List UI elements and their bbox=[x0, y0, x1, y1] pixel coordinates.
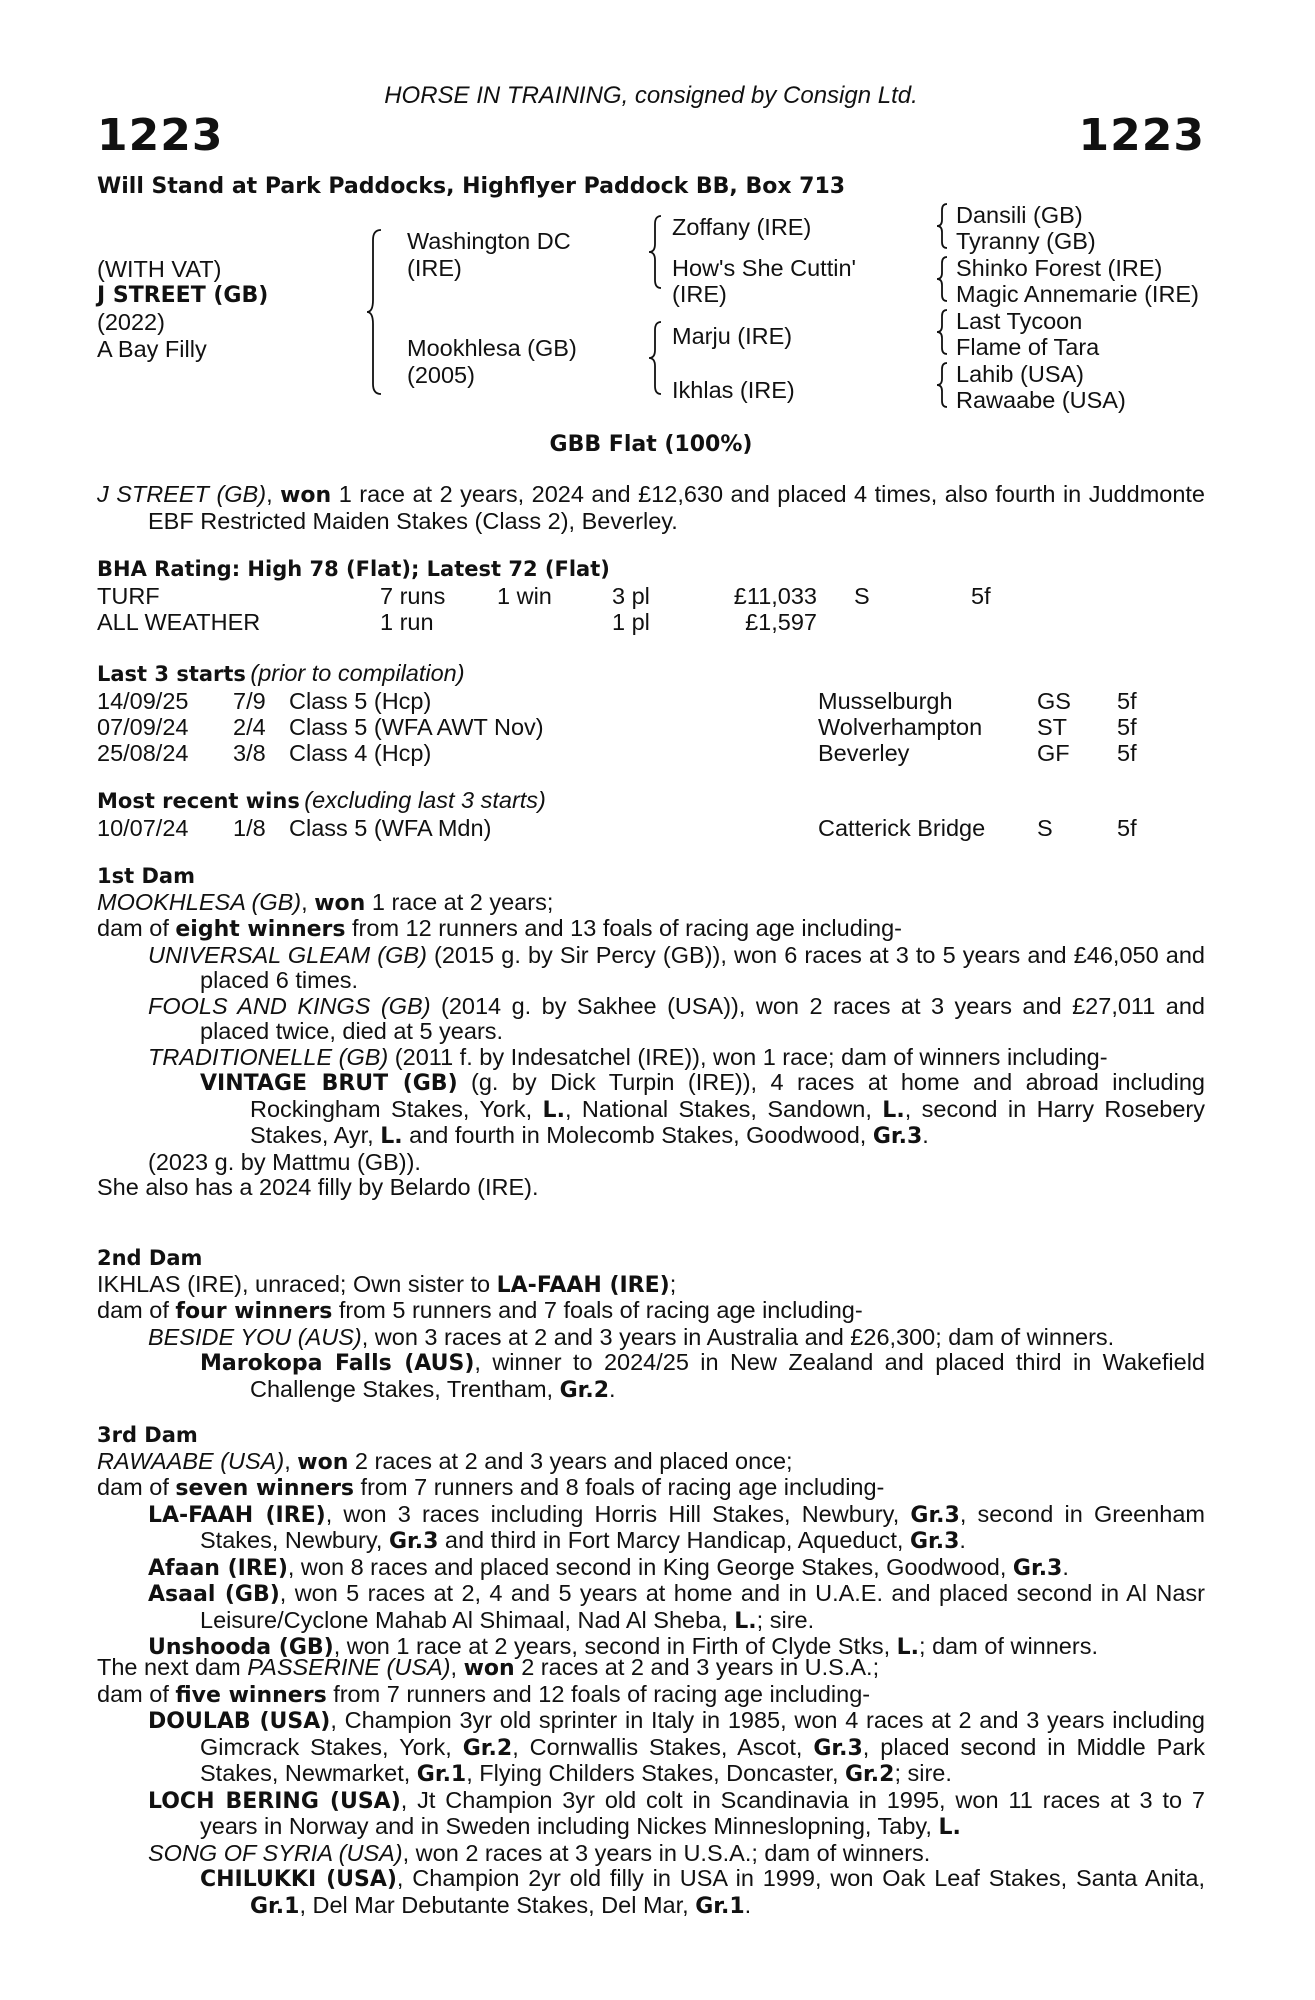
horse-name: J STREET (GB) bbox=[97, 282, 269, 308]
cell-dist: 5f bbox=[1117, 739, 1137, 766]
first-dam: 1st Dam MOOKHLESA (GB), won 1 race at 2 years; dam of eight winners from 12 runners and 13 foals of racing age including- UNIVERSAL GLEAM (GB) (2015 g. by Sir Percy (GB)), won 6 races at 3 to 5 years and £46,050 and placed 6 times. FOOLS AND KINGS (GB) (2014 g. by Sakhee (USA)), won 2 races at 3 years and £27,011 and placed twice, died at 5 years. TRADITIONELLE (GB) (2011 f. by Indesatchel (IRE)), won 1 race; dam of winners including- VINTAGE BRUT (GB) (g. by Dick Turpin (IRE)), 4 races at home and abroad including Rockingham Stakes, York, L., National Stakes, Sandown, L., second in Harry Rosebery Stakes, Ayr, L. and fourth in Molecomb Stakes, Goodwood, Gr.3. (2023 g. by Mattmu (GB)). She also has a 2024 filly by Belardo (IRE). bbox=[97, 864, 1206, 1200]
foaling-year: (2022) bbox=[97, 309, 165, 335]
t10: and third in Fort Marcy Handicap, Aqueduct, bbox=[438, 1527, 910, 1553]
dam1-progeny-1: UNIVERSAL GLEAM (GB) bbox=[148, 941, 427, 968]
brace-sire bbox=[649, 214, 669, 294]
great-grandparents-2 bbox=[956, 255, 1199, 307]
cell-pos: 3/8 bbox=[233, 739, 266, 766]
listed-mark: L. bbox=[542, 1097, 565, 1123]
t2: , National Stakes, Sandown, bbox=[564, 1095, 883, 1122]
last3-title: Last 3 starts bbox=[97, 662, 246, 686]
group-mark: Gr.2 bbox=[559, 1377, 610, 1403]
brace-g1 bbox=[937, 202, 953, 252]
next-winners: five winners bbox=[175, 1682, 327, 1708]
third-dam-title: 3rd Dam bbox=[97, 1423, 198, 1447]
cell-wins: 1 win bbox=[497, 582, 552, 609]
t7: . bbox=[609, 1375, 616, 1402]
group-mark: Gr.3 bbox=[813, 1735, 863, 1761]
dam1-progeny-2023: (2023 g. by Mattmu (GB)). bbox=[148, 1148, 421, 1175]
t15: ; sire. bbox=[756, 1606, 815, 1633]
listed-mark: L. bbox=[380, 1124, 403, 1149]
t3: , second in Harry Rosebery Stakes, Ayr, bbox=[250, 1095, 1206, 1148]
dam2-progeny-1: BESIDE YOU (AUS) bbox=[148, 1323, 362, 1350]
sire-dam-country: (IRE) bbox=[672, 281, 727, 307]
last3-table bbox=[97, 688, 1205, 766]
dam1-progeny-2-text: (2014 g. by Sakhee (USA)), won 2 races at 3 years and £27,011 and placed twice, died at 5 years. bbox=[200, 992, 1205, 1044]
t26: , Del Mar Debutante Stakes, Del Mar, bbox=[299, 1891, 696, 1918]
stand-location: Will Stand at Park Paddocks, Highflyer Paddock BB, Box 713 bbox=[97, 174, 846, 199]
ggp-3: Shinko Forest (IRE) bbox=[956, 255, 1163, 281]
t8: , won 3 races including Horris Hill Stakes, Newbury, bbox=[325, 1500, 911, 1527]
next-won: won bbox=[463, 1656, 515, 1681]
cell-date: 07/09/24 bbox=[97, 713, 189, 740]
next-l2a: dam of bbox=[97, 1680, 176, 1707]
t14: , won 5 races at 2, 4 and 5 years at home and in U.A.E. and placed second in Al Nasr Leisure/Cyclone Mahab Al Shimaal, Nad Al Sheba, bbox=[200, 1580, 1205, 1633]
t23: , Jt Champion 3yr old colt in Scandinavia in 1995, won 11 races at 3 to 7 years in Norway and in Sweden including Nickes Minneslopning, Taby, bbox=[200, 1786, 1205, 1839]
cell-course: Wolverhampton bbox=[818, 713, 983, 740]
cell-date: 25/08/24 bbox=[97, 739, 189, 766]
summary-name: J STREET (GB) bbox=[97, 481, 267, 507]
brace-dam bbox=[649, 320, 669, 400]
dam2-progeny-1-text: , won 3 races at 2 and 3 years in Australia and £26,300; dam of winners. bbox=[361, 1323, 1115, 1350]
dam2-l1a: IKHLAS (IRE), unraced; Own sister to bbox=[97, 1270, 497, 1297]
t24: , won 2 races at 3 years in U.S.A.; dam of winners. bbox=[402, 1839, 931, 1866]
cell-dist: 5f bbox=[1117, 687, 1137, 714]
dam-year: (2005) bbox=[407, 362, 475, 388]
second-dam-title: 2nd Dam bbox=[97, 1246, 203, 1270]
ggp-6: Flame of Tara bbox=[956, 334, 1100, 360]
brace-g3 bbox=[937, 308, 953, 358]
dam2-grandprogeny: Marokopa Falls (AUS) bbox=[200, 1351, 475, 1376]
table-row bbox=[97, 815, 1205, 841]
ggp-1: Dansili (GB) bbox=[956, 202, 1083, 228]
listed-mark: L. bbox=[896, 1635, 920, 1660]
consign-line: HORSE IN TRAINING, consigned by Consign Ltd. bbox=[384, 82, 918, 109]
last3-section bbox=[97, 660, 1205, 766]
next-l2c: from 7 runners and 12 foals of racing age including- bbox=[326, 1680, 871, 1707]
rating-section bbox=[97, 557, 1205, 635]
dam1-rest: 1 race at 2 years; bbox=[365, 888, 554, 915]
dam3-rest: 2 races at 2 and 3 years and placed once; bbox=[348, 1447, 793, 1474]
next-progeny-3: SONG OF SYRIA (USA) bbox=[148, 1839, 403, 1866]
cell-race: Class 5 (WFA Mdn) bbox=[289, 814, 492, 841]
cell-going: GF bbox=[1037, 739, 1070, 766]
dam1-l2a: dam of bbox=[97, 915, 176, 941]
next-dam-name: PASSERINE (USA) bbox=[247, 1654, 451, 1680]
listed-mark: L. bbox=[734, 1608, 757, 1634]
cell-course: Musselburgh bbox=[818, 687, 953, 714]
dam1-won: won bbox=[314, 890, 366, 916]
dam3-progeny-1: LA-FAAH (IRE) bbox=[148, 1502, 326, 1528]
t18: , Champion 3yr old sprinter in Italy in 1985, won 4 races at 2 and 3 years including Gimcrack Stakes, York, bbox=[200, 1707, 1205, 1760]
cell-course: Catterick Bridge bbox=[818, 814, 986, 841]
cell-going: S bbox=[854, 582, 870, 609]
table-row bbox=[97, 583, 1205, 609]
t1: (g. by Dick Turpin (IRE)), 4 races at home and abroad including Rockingham Stakes, York, bbox=[250, 1069, 1205, 1122]
brace-g2 bbox=[937, 255, 953, 305]
t6: , winner to 2024/25 in New Zealand and placed third in Wakefield Challenge Stakes, Trentham, bbox=[250, 1349, 1205, 1402]
cell-runs: 7 runs bbox=[380, 582, 446, 609]
table-row bbox=[97, 714, 1205, 740]
cell-surface: TURF bbox=[97, 582, 160, 609]
dam-dam: Ikhlas (IRE) bbox=[672, 377, 795, 403]
dam1-grandprogeny: VINTAGE BRUT (GB) bbox=[200, 1071, 458, 1096]
cell-race: Class 5 (Hcp) bbox=[289, 687, 432, 714]
t17: ; dam of winners. bbox=[919, 1633, 1098, 1659]
listed-mark: L. bbox=[938, 1815, 961, 1840]
summary-text: 1 race at 2 years, 2024 and £12,630 and placed 4 times, also fourth in Juddmonte EBF Restricted Maiden Stakes (Class 2), Beverley. bbox=[148, 481, 1206, 534]
dam-sire: Marju (IRE) bbox=[672, 323, 793, 349]
cell-pos: 1/8 bbox=[233, 814, 266, 841]
dam2-sister: LA-FAAH (IRE) bbox=[496, 1272, 670, 1298]
great-grandparents-3 bbox=[956, 308, 1099, 360]
cell-dist: 5f bbox=[971, 582, 991, 609]
t25: , Champion 2yr old filly in USA in 1999, won Oak Leaf Stakes, Santa Anita, bbox=[396, 1865, 1205, 1891]
cell-prize: £1,597 bbox=[745, 608, 817, 635]
gbb-flat: GBB Flat (100%) bbox=[549, 432, 753, 457]
group-mark: Gr.3 bbox=[1012, 1555, 1063, 1581]
t22: ; sire. bbox=[894, 1760, 952, 1786]
dam3-name: RAWAABE (USA) bbox=[97, 1447, 285, 1474]
lot-number-right: 1223 bbox=[1078, 110, 1205, 161]
cell-pos: 7/9 bbox=[233, 687, 266, 714]
sire-name: Washington DC bbox=[407, 228, 571, 254]
next-progeny-1: DOULAB (USA) bbox=[148, 1709, 331, 1734]
t5: . bbox=[922, 1122, 929, 1148]
summary: J STREET (GB), won 1 race at 2 years, 2024 and £12,630 and placed 4 times, also fourth in Juddmonte EBF Restricted Maiden Stakes (Class 2), Beverley. bbox=[97, 481, 1206, 534]
t4: and fourth in Molecomb Stakes, Goodwood, bbox=[402, 1122, 873, 1148]
t11: . bbox=[959, 1527, 966, 1553]
dam1-winners: eight winners bbox=[175, 917, 346, 942]
group-mark: Gr.3 bbox=[909, 1529, 960, 1554]
cell-race: Class 5 (WFA AWT Nov) bbox=[289, 713, 544, 740]
t27: . bbox=[744, 1891, 752, 1918]
first-dam-title: 1st Dam bbox=[97, 864, 195, 888]
dam1-progeny-3: TRADITIONELLE (GB) bbox=[148, 1043, 389, 1070]
dam1-progeny-2: FOOLS AND KINGS (GB) bbox=[148, 992, 431, 1019]
next-dam: The next dam PASSERINE (USA), won 2 races at 2 and 3 years in U.S.A.; dam of five winners from 7 runners and 12 foals of racing age including- DOULAB (USA), Champion 3yr old sprinter in Italy in 1985, won 4 races at 2 and 3 years including Gimcrack Stakes, York, Gr.2, Cornwallis Stakes, Ascot, Gr.3, placed second in Middle Park Stakes, Newmarket, Gr.1, Flying Childers Stakes, Doncaster, Gr.2; sire. LOCH BERING (USA), Jt Champion 3yr old colt in Scandinavia in 1995, won 11 races at 3 to 7 years in Norway and in Sweden including Nickes Minneslopning, Taby, L. SONG OF SYRIA (USA), won 2 races at 3 years in U.S.A.; dam of winners. CHILUKKI (USA), Champion 2yr old filly in USA in 1999, won Oak Leaf Stakes, Santa Anita, Gr.1, Del Mar Debutante Stakes, Del Mar, Gr.1. bbox=[97, 1654, 1205, 1919]
dam3-progeny-4: Unshooda (GB) bbox=[148, 1635, 334, 1660]
brace-main bbox=[367, 228, 397, 398]
dam3-progeny-3: Asaal (GB) bbox=[148, 1582, 280, 1607]
sire-sire: Zoffany (IRE) bbox=[672, 214, 812, 240]
cell-course: Beverley bbox=[818, 739, 910, 766]
group-mark: Gr.3 bbox=[388, 1529, 439, 1554]
cell-going: S bbox=[1037, 814, 1053, 841]
t21: , Flying Childers Stakes, Doncaster, bbox=[466, 1760, 845, 1786]
dam3-l2a: dam of bbox=[97, 1474, 176, 1500]
rating-title: BHA Rating: High 78 (Flat); Latest 72 (Flat) bbox=[97, 557, 610, 581]
rating-table bbox=[97, 583, 1205, 635]
group-mark: Gr.1 bbox=[695, 1893, 745, 1919]
dam bbox=[407, 335, 577, 389]
listed-mark: L. bbox=[882, 1097, 905, 1123]
group-mark: Gr.1 bbox=[250, 1893, 300, 1919]
cell-race: Class 4 (Hcp) bbox=[289, 739, 432, 766]
group-mark: Gr.2 bbox=[462, 1735, 513, 1761]
dam1-progeny-3-text: (2011 f. by Indesatchel (IRE)), won 1 race; dam of winners including- bbox=[388, 1043, 1108, 1070]
ggp-5: Last Tycoon bbox=[956, 308, 1083, 334]
cell-runs: 1 run bbox=[380, 608, 434, 635]
horse-description: A Bay Filly bbox=[97, 335, 207, 362]
cell-prize: £11,033 bbox=[733, 582, 817, 609]
t13: . bbox=[1062, 1553, 1069, 1580]
group-mark: Gr.3 bbox=[872, 1124, 923, 1149]
third-dam: 3rd Dam RAWAABE (USA), won 2 races at 2 and 3 years and placed once; dam of seven winners from 7 runners and 8 foals of racing age including- LA-FAAH (IRE), won 3 races including Horris Hill Stakes, Newbury, Gr.3, second in Greenham Stakes, Newbury, Gr.3 and third in Fort Marcy Handicap, Aqueduct, Gr.3. Afaan (IRE), won 8 races and placed second in King George Stakes, Goodwood, Gr.3. Asaal (GB), won 5 races at 2, 4 and 5 years at home and in U.A.E. and placed second in Al Nasr Leisure/Cyclone Mahab Al Shimaal, Nad Al Sheba, L.; sire. Unshooda (GB), won 1 race at 2 years, second in Firth of Clyde Stks, L.; dam of winners. bbox=[97, 1423, 1205, 1660]
dam3-l2c: from 7 runners and 8 foals of racing age including- bbox=[354, 1474, 885, 1500]
dam3-winners: seven winners bbox=[175, 1476, 355, 1501]
recent-section bbox=[97, 787, 1205, 841]
dam1-progeny-1-text: (2015 g. by Sir Percy (GB)), won 6 races at 3 to 5 years and £46,050 and placed 6 times. bbox=[200, 941, 1205, 993]
t20: , placed second in Middle Park Stakes, Newmarket, bbox=[200, 1733, 1205, 1786]
table-row bbox=[97, 688, 1205, 714]
great-grandparents-4 bbox=[956, 361, 1126, 413]
ggp-2: Tyranny (GB) bbox=[956, 228, 1096, 254]
vat-note: (WITH VAT) bbox=[97, 256, 222, 282]
dam2-l2c: from 5 runners and 7 foals of racing age including- bbox=[332, 1297, 863, 1323]
dam2-l2a: dam of bbox=[97, 1297, 176, 1323]
table-row bbox=[97, 609, 1205, 635]
group-mark: Gr.3 bbox=[910, 1502, 960, 1528]
next-grandprogeny: CHILUKKI (USA) bbox=[200, 1867, 397, 1892]
second-dam bbox=[97, 1246, 1205, 1403]
dam2-winners: four winners bbox=[175, 1299, 333, 1324]
table-row bbox=[97, 740, 1205, 766]
t12: , won 8 races and placed second in King George Stakes, Goodwood, bbox=[287, 1553, 1013, 1580]
cell-date: 10/07/24 bbox=[97, 814, 189, 841]
next-l1a: The next dam bbox=[97, 1654, 248, 1680]
next-rest: 2 races at 2 and 3 years in U.S.A.; bbox=[514, 1654, 880, 1680]
t19: , Cornwallis Stakes, Ascot, bbox=[512, 1733, 814, 1760]
sire-dam bbox=[672, 255, 856, 307]
dam1-note: She also has a 2024 filly by Belardo (IRE). bbox=[97, 1174, 539, 1200]
dam-name: Mookhlesa (GB) bbox=[407, 335, 577, 361]
ggp-8: Rawaabe (USA) bbox=[956, 387, 1126, 413]
sire-dam-name: How's She Cuttin' bbox=[672, 255, 856, 281]
dam2-l1c: ; bbox=[669, 1270, 677, 1297]
next-progeny-2: LOCH BERING (USA) bbox=[148, 1788, 401, 1814]
cell-date: 14/09/25 bbox=[97, 687, 189, 714]
sire bbox=[407, 228, 571, 282]
dam3-progeny-2: Afaan (IRE) bbox=[148, 1555, 288, 1581]
group-mark: Gr.1 bbox=[416, 1762, 467, 1787]
recent-title: Most recent wins bbox=[97, 789, 300, 813]
recent-note: (excluding last 3 starts) bbox=[304, 787, 546, 813]
cell-pl: 3 pl bbox=[612, 582, 650, 609]
dam3-won: won bbox=[297, 1449, 349, 1475]
cell-going: GS bbox=[1037, 687, 1071, 714]
pedigree-horse bbox=[97, 256, 268, 362]
t16: , won 1 race at 2 years, second in Firth of Clyde Stks, bbox=[333, 1633, 897, 1659]
group-mark: Gr.2 bbox=[845, 1762, 895, 1787]
t9: , second in Greenham Stakes, Newbury, bbox=[200, 1500, 1205, 1553]
ggp-7: Lahib (USA) bbox=[956, 361, 1084, 387]
cell-dist: 5f bbox=[1117, 713, 1137, 740]
cell-dist: 5f bbox=[1117, 814, 1137, 841]
dam1-name: MOOKHLESA (GB) bbox=[97, 888, 302, 915]
sire-country: (IRE) bbox=[407, 255, 462, 281]
brace-g4 bbox=[937, 361, 953, 411]
lot-number-left: 1223 bbox=[97, 110, 224, 161]
great-grandparents bbox=[956, 202, 1096, 254]
cell-pl: 1 pl bbox=[612, 608, 650, 635]
cell-surface: ALL WEATHER bbox=[97, 608, 261, 635]
dam1-l2c: from 12 runners and 13 foals of racing age including- bbox=[345, 915, 902, 941]
cell-pos: 2/4 bbox=[233, 713, 266, 740]
cell-going: ST bbox=[1037, 713, 1068, 740]
summary-won: won bbox=[280, 483, 332, 508]
ggp-4: Magic Annemarie (IRE) bbox=[956, 281, 1199, 307]
last3-note: (prior to compilation) bbox=[250, 660, 465, 686]
catalogue-page bbox=[97, 0, 1205, 2000]
recent-table bbox=[97, 815, 1205, 841]
